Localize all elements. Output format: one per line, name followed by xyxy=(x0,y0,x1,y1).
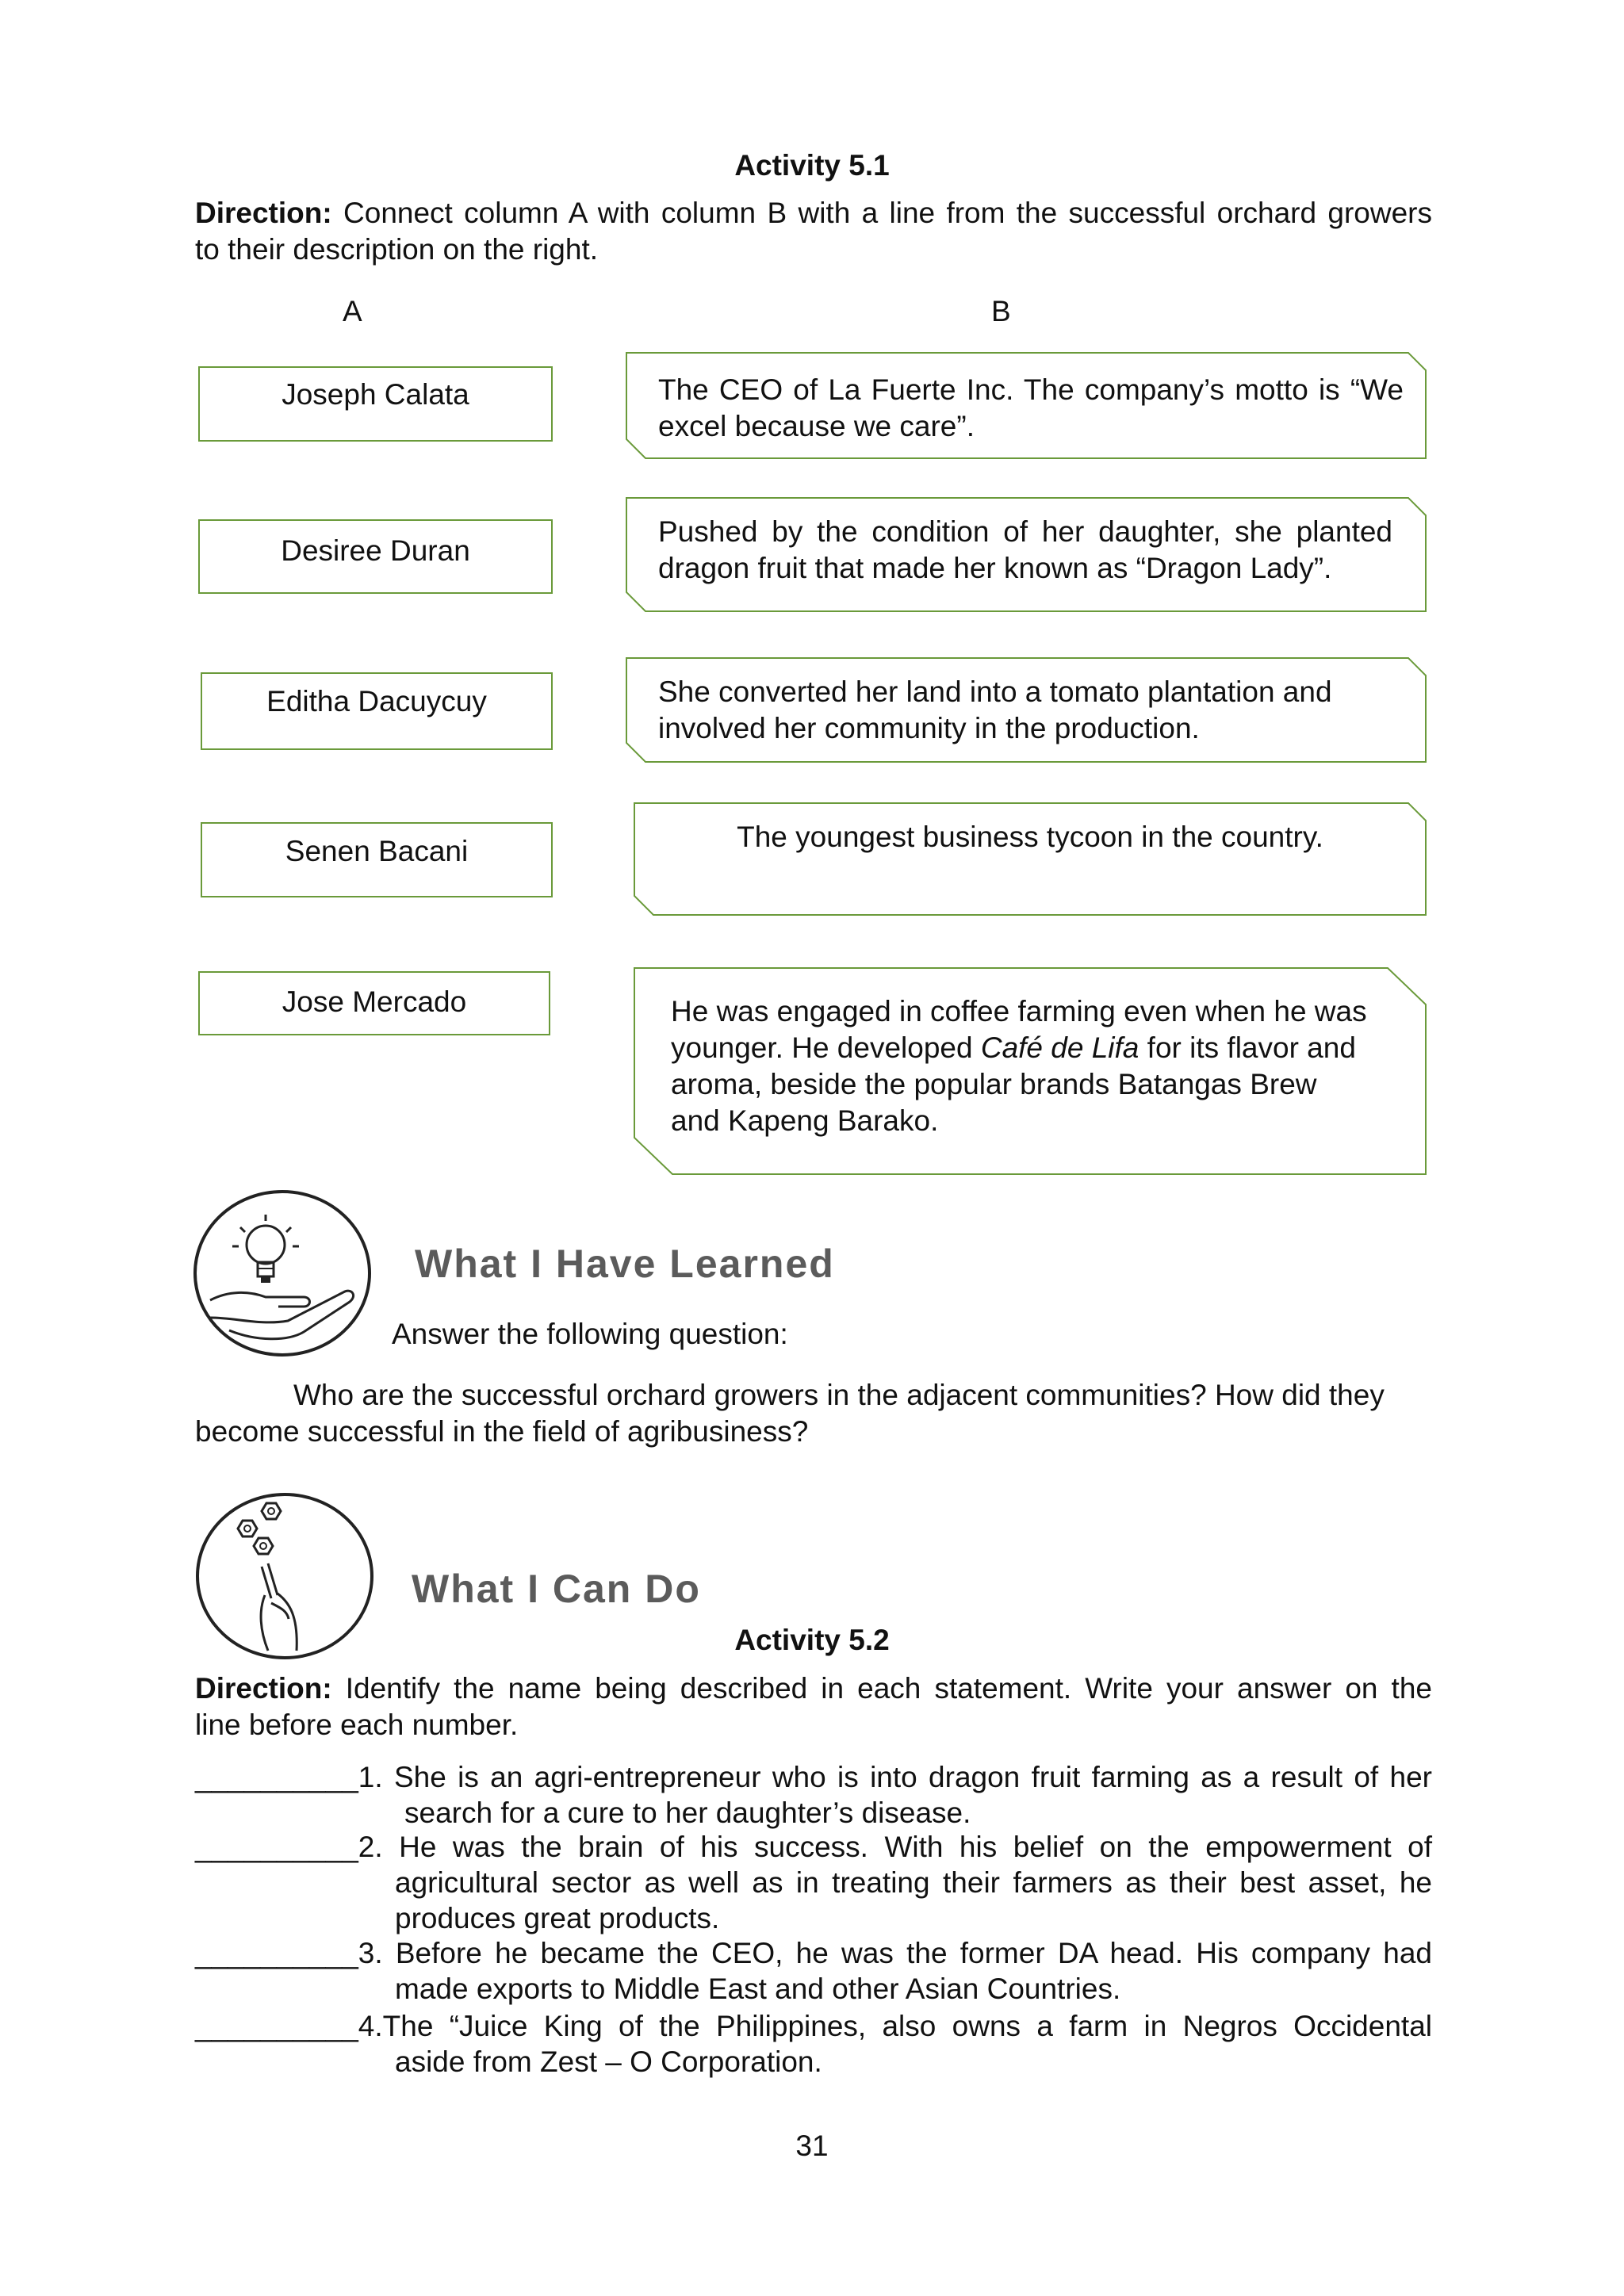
list-item xyxy=(195,1759,1432,1831)
lightbulb-hand-icon xyxy=(193,1189,375,1359)
description-5-line-4: and Kapeng Barako. xyxy=(671,1104,939,1137)
answer-blank-2[interactable]: __________ xyxy=(195,1831,358,1863)
learned-question-line-2: become successful in the field of agribusiness? xyxy=(195,1415,809,1448)
item-text: He was the brain of his success. With his belief on the empowerment of xyxy=(399,1831,1433,1863)
direction-paragraph xyxy=(195,195,1432,268)
description-5-line-2b: for its flavor and xyxy=(1139,1031,1356,1064)
list-item xyxy=(195,2008,1432,2080)
description-3-line-1: She converted her land into a tomato plantation and xyxy=(658,675,1332,708)
answer-blank-3[interactable]: __________ xyxy=(195,1937,358,1969)
column-b-label: B xyxy=(991,295,1011,327)
can-do-direction-text: Identify the name being described in each statement. Write your answer on the xyxy=(345,1672,1432,1705)
learned-question-line-1: Who are the successful orchard growers in the adjacent communities? How did they xyxy=(293,1379,1385,1411)
description-1-line-2: excel because we care”. xyxy=(658,410,975,442)
description-2-line-2: dragon fruit that made her known as “Dragon Lady”. xyxy=(658,552,1332,584)
list-item xyxy=(195,1935,1432,2007)
item-number: 3. xyxy=(358,1937,383,1969)
item-text: Before he became the CEO, he was the former DA head. His company had xyxy=(395,1937,1433,1969)
direction-text: Connect column A with column B with a line from the successful orchard growers xyxy=(343,197,1432,229)
can-do-heading: What I Can Do xyxy=(412,1567,701,1611)
learned-heading: What I Have Learned xyxy=(415,1242,835,1286)
description-4-line-1: The youngest business tycoon in the country. xyxy=(737,821,1323,853)
item-text-cont: produces great products. xyxy=(395,1902,720,1934)
item-text: She is an agri-entrepreneur who is into dragon fruit farming as a result of her xyxy=(393,1761,1432,1793)
name-box-3[interactable]: Editha Dacuycuy xyxy=(201,672,553,750)
learned-instruction: Answer the following question: xyxy=(392,1318,788,1350)
answer-blank-4[interactable]: __________ xyxy=(195,2010,358,2042)
column-a-label: A xyxy=(343,295,362,327)
item-text-cont: made exports to Middle East and other Asian Countries. xyxy=(395,1973,1121,2005)
description-box-4[interactable] xyxy=(633,802,1427,916)
activity-2-title: Activity 5.2 xyxy=(734,1624,890,1656)
can-do-direction-label: Direction: xyxy=(195,1672,332,1705)
description-5-brand: Café de Lifa xyxy=(980,1031,1139,1064)
can-do-direction-text-2: line before each number. xyxy=(195,1709,519,1741)
direction-text-2: to their description on the right. xyxy=(195,233,599,266)
page-number: 31 xyxy=(795,2130,829,2162)
name-box-2[interactable]: Desiree Duran xyxy=(198,519,553,594)
description-box-2[interactable] xyxy=(625,496,1427,613)
learned-question xyxy=(195,1377,1434,1450)
description-1-line-1: The CEO of La Fuerte Inc. The company’s motto is “We xyxy=(658,373,1404,406)
description-5-line-2a: younger. He developed xyxy=(671,1031,981,1064)
description-5-line-3: aroma, beside the popular brands Batangas Brew xyxy=(671,1068,1317,1100)
description-box-5[interactable] xyxy=(633,966,1427,1176)
name-box-5[interactable]: Jose Mercado xyxy=(198,971,550,1035)
description-5-line-1: He was engaged in coffee farming even when he was xyxy=(671,995,1367,1027)
name-box-4[interactable]: Senen Bacani xyxy=(201,822,553,897)
item-number: 4. xyxy=(358,2010,383,2042)
item-text-cont: search for a cure to her daughter’s disease. xyxy=(404,1797,971,1829)
item-text: The “Juice King of the Philippines, also owns a farm in Negros Occidental xyxy=(382,2010,1432,2042)
answer-blank-1[interactable]: __________ xyxy=(195,1761,358,1793)
list-item xyxy=(195,1829,1432,1936)
description-box-1[interactable] xyxy=(625,351,1427,460)
can-do-direction xyxy=(195,1670,1432,1743)
item-number: 1. xyxy=(358,1761,383,1793)
activity-title: Activity 5.1 xyxy=(734,149,890,182)
item-number: 2. xyxy=(358,1831,383,1863)
description-2-line-1: Pushed by the condition of her daughter, she planted xyxy=(658,515,1392,548)
direction-label: Direction: xyxy=(195,197,332,229)
item-text-cont: agricultural sector as well as in treating their farmers as their best asset, he xyxy=(395,1866,1432,1899)
item-text-cont: aside from Zest – O Corporation. xyxy=(395,2045,822,2078)
description-box-3[interactable] xyxy=(625,656,1427,763)
name-box-1[interactable]: Joseph Calata xyxy=(198,366,553,442)
description-3-line-2: involved her community in the production. xyxy=(658,712,1200,744)
